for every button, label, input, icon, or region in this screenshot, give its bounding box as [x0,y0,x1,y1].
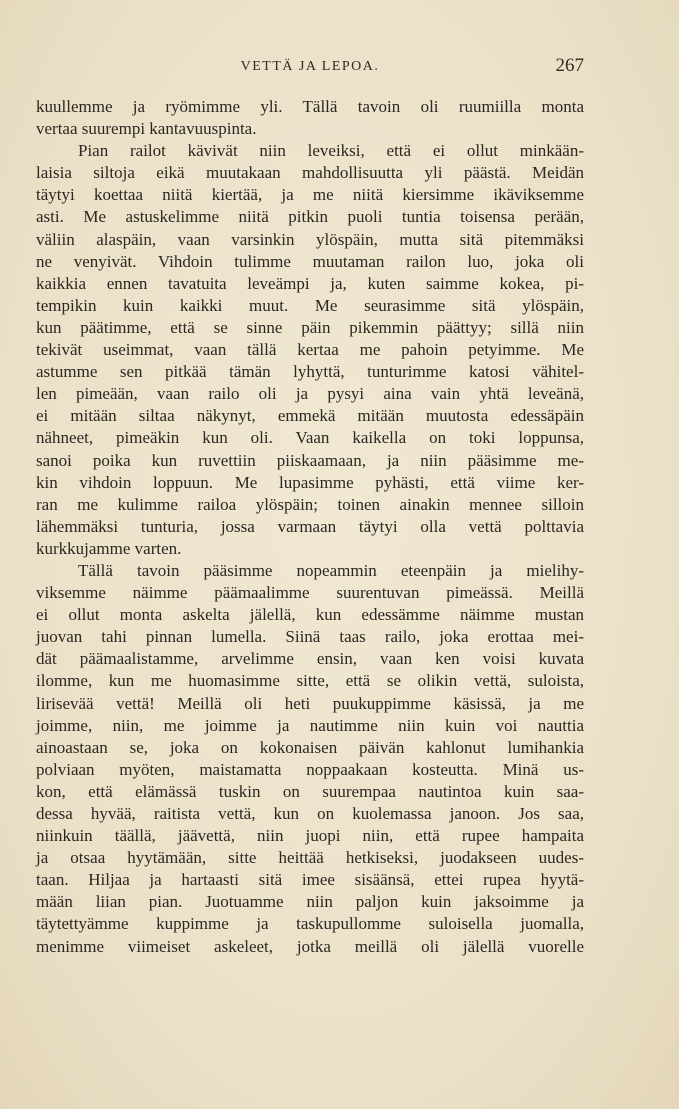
text-line: viksemme näimme päämaalimme suurentuvan pimeässä. Meillä [36,583,584,603]
text-line: kaikkia ennen tavatuita leveämpi ja, kuten saimme kokea, pi- [36,273,584,293]
text-line: len pimeään, vaan railo oli ja pysyi aina vain yhtä leveänä, [36,384,584,404]
text-line: kuullemme ja ryömimme yli. Tällä tavoin oli ruumiilla monta [36,97,584,116]
text-line: vertaa suurempi kantavuuspinta. [36,119,257,139]
text-line: lirisevää vettä! Meillä oli heti puukuppimme käsissä, ja me [36,693,584,713]
text-line: menimme viimeiset askeleet, jotka meillä oli jälellä vuorelle [36,936,584,956]
text-line: lähemmäksi tunturia, jossa varmaan täytyi olla vettä polttavia [36,516,584,536]
text-line: ainoastaan se, joka on kokonaisen päivän kahlonut lumihankia [36,737,584,757]
text-line: astumme sen pitkää tämän lyhyttä, tunturimme katosi vähitel- [36,362,584,382]
text-line: Tällä tavoin pääsimme nopeammin eteenpäin ja mielihy- [78,560,584,580]
text-line: niinkuin täällä, jäävettä, niin juopi niin, että rupee hampaita [36,826,584,846]
page-number: 267 [555,55,584,76]
text-line: kon, että elämässä tuskin on suurempaa nautintoa kuin saa- [36,781,584,801]
text-line: sanoi poika kun ruvettiin piiskaamaan, ja niin pääsimme me- [36,450,584,470]
running-head: VETTÄ JA LEPOA. [240,59,380,74]
body-text [36,96,584,958]
text-line: täytettyämme kuppimme ja taskupullomme suloisella juomalla, [36,914,584,934]
text-line: asti. Me astuskelimme niitä pitkin puoli tuntia toisensa perään, [36,207,584,227]
text-line: väliin alaspäin, vaan varsinkin ylöspäin, mutta sitä pitemmäksi [36,229,584,249]
text-line: taan. Hiljaa ja hartaasti sitä imee sisäänsä, ettei rupea hyytä- [36,870,584,890]
text-line: kin vihdoin loppuun. Me lupasimme pyhästi, että viime ker- [36,472,584,492]
text-line: joimme, niin, me joimme ja nautimme niin kuin voi nauttia [36,715,584,735]
text-line: tekivät useimmat, vaan tällä kertaa me pahoin petyimme. Me [36,340,584,360]
text-line: ja otsaa hyytämään, sitte heittää hetkiseksi, juodakseen uudes- [36,848,584,868]
text-line: Pian railot kävivät niin leveiksi, että ei ollut minkään- [78,141,584,161]
text-line: juovan tahi pinnan lumella. Siinä taas railo, joka erottaa mei- [36,627,584,647]
text-line: täytyi koettaa niitä kiertää, ja me niitä kiersimme ikäviksemme [36,185,584,205]
text-line: laisia siltoja eikä muutakaan mahdollisuutta yli päästä. Meidän [36,163,584,183]
text-line: ran me kulimme railoa ylöspäin; toinen ainakin mennee silloin [36,494,584,514]
page-header [36,55,584,85]
text-line: tempikin kuin kaikki muut. Me seurasimme sitä ylöspäin, [36,295,584,315]
text-line: dessa hyvää, raitista vettä, kun on kuolemassa janoon. Jos saa, [36,804,584,823]
text-line: kun päätimme, että se sinne päin pikemmin päättyy; sillä niin [36,317,584,337]
text-line: kurkkujamme varten. [36,538,182,558]
text-line: ilomme, kun me huomasimme sitte, että se olikin vettä, suloista, [36,671,584,691]
text-line: polviaan myöten, maistamatta noppaakaan kosteutta. Minä us- [36,759,584,779]
text-line: mään liian pian. Juotuamme niin paljon kuin jaksoimme ja [36,892,584,912]
text-line: ei ollut monta askelta jälellä, kun edessämme näimme mustan [36,605,584,625]
text-line: dät päämaalistamme, arvelimme ensin, vaan ken voisi kuvata [36,649,584,669]
text-line: ne venyivät. Vihdoin tulimme muutaman railon luo, joka oli [36,251,584,271]
text-line: nähneet, pimeäkin kun oli. Vaan kaikella on toki loppunsa, [36,428,584,448]
text-line: ei mitään siltaa näkynyt, emmekä mitään muutosta edessäpäin [36,406,584,426]
